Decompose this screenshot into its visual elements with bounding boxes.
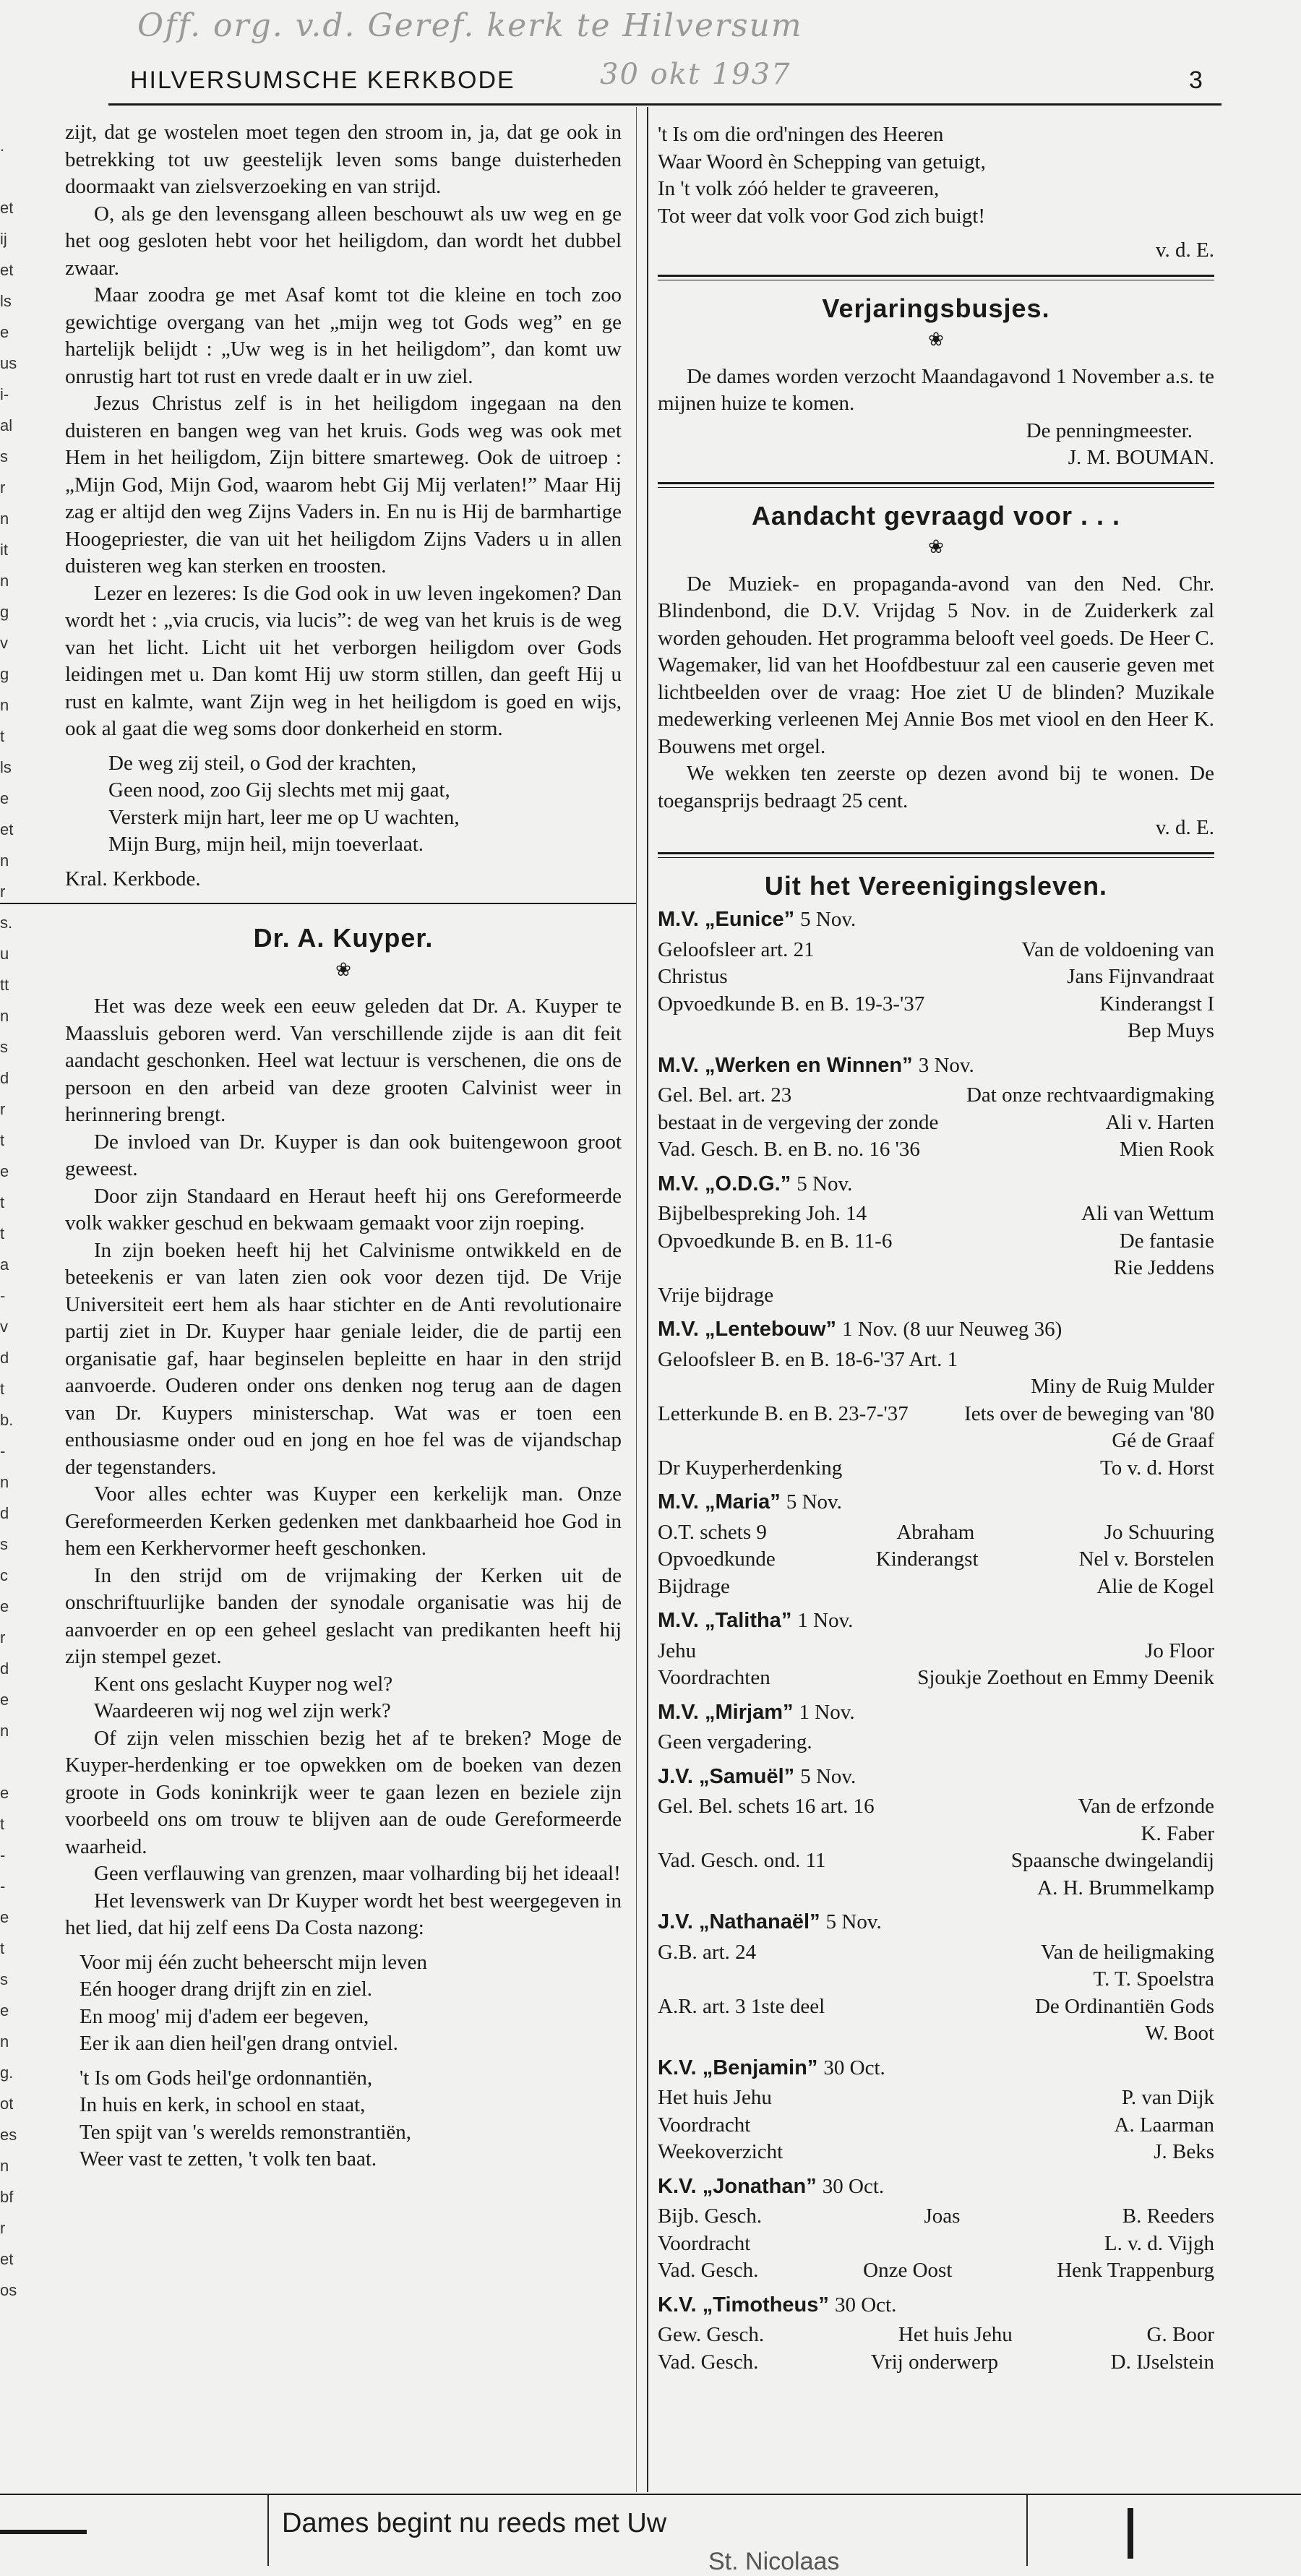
club-name: M.V. „O.D.G.” <box>658 1172 797 1195</box>
poem-line: Eén hooger drang drijft zin en ziel. <box>80 1978 373 2001</box>
ornament-icon: ❀ <box>928 536 944 557</box>
poem-line: Geen nood, zoo Gij slechts met mij gaat, <box>108 778 450 802</box>
club-cell: Dr Kuyperherdenking <box>658 1456 843 1480</box>
signature: v. d. E. <box>1155 816 1214 839</box>
club-cell: Gew. Gesch. <box>658 2323 765 2346</box>
club-cell: Het huis Jehu <box>898 2323 1013 2346</box>
club-date: 5 Nov. <box>800 908 856 931</box>
club-row <box>658 2322 1214 2349</box>
paragraph: Waardeeren wij nog wel zijn werk? <box>94 1699 391 1722</box>
club-row <box>658 1018 1214 1045</box>
club-cell: Jo Floor <box>1145 1639 1214 1662</box>
margin-mark: n <box>0 2157 9 2175</box>
club-name: M.V. „Lentebouw” <box>658 1318 843 1341</box>
margin-mark: es <box>0 2126 17 2144</box>
club-cell: Kinderangst I <box>1099 992 1214 1016</box>
margin-mark: n <box>0 510 9 528</box>
margin-mark: a <box>0 1255 9 1274</box>
club-cell: Geloofsleer B. en B. 18-6-'37 Art. 1 <box>658 1347 958 1371</box>
club-cell: Sjoukje Zoethout en Emmy Deenik <box>917 1666 1214 1689</box>
margin-mark: d <box>0 1504 9 1522</box>
margin-mark: n <box>0 696 9 714</box>
club-cell: Bijb. Gesch. <box>658 2204 763 2228</box>
margin-mark: os <box>0 2281 17 2299</box>
poem-line: Versterk mijn hart, leer me op U wachten, <box>108 805 460 829</box>
club-row <box>658 2085 1214 2112</box>
paragraph: In zijn boeken heeft hij het Calvinisme ontwikkeld en de beteekenis er van laten zien ook voor dezen tijd. De Vrije Universiteit eert hem als haar stichter en de Anti revolutionaire partij ziet in Dr. Kuyper haar geniale leider, die de partij een organisatie gaf, haar beginselen bepleitte en haar in den strijd aanvoerde. Ouderen onder ons denken nog terug aan de dagen van Dr. Kuypers ministerschap. Wat was er toen een enthousiasme onder oud en jong en hoe fel was de vijandschap der tegenstanders. <box>65 1238 622 1479</box>
margin-mark: tt <box>0 976 9 994</box>
margin-mark: s <box>0 1535 8 1553</box>
club-cell: Bijbelbespreking Joh. 14 <box>658 1202 867 1225</box>
club-row <box>658 1455 1214 1482</box>
margin-mark: s <box>0 447 8 465</box>
paragraph: Door zijn Standaard en Heraut heeft hij ons Gereformeerde volk wakker geschud en bekwaam gemaakt voor zijn roeping. <box>65 1184 622 1235</box>
club-cell: D. IJselstein <box>1110 2350 1214 2374</box>
source-credit: Kral. Kerkbode. <box>65 867 201 890</box>
club-row <box>658 1136 1214 1164</box>
margin-mark: - <box>0 1877 6 1895</box>
margin-mark: t <box>0 1815 5 1833</box>
club-cell: O.T. schets 9 <box>658 1520 767 1544</box>
margin-mark: s <box>0 1038 8 1056</box>
margin-mark: g <box>0 603 9 621</box>
club-cell: Spaansche dwingelandij <box>1010 1849 1214 1872</box>
margin-mark: t <box>0 1224 5 1242</box>
column-divider-inner <box>636 107 637 2492</box>
margin-mark: i- <box>0 385 9 403</box>
poem-line: Tot weer dat volk voor God zich buigt! <box>658 204 985 228</box>
club-row <box>658 2203 1214 2231</box>
club-date: 3 Nov. <box>918 1053 974 1077</box>
margin-mark: e <box>0 789 9 807</box>
club-cell: Jo Schuuring <box>1104 1520 1214 1544</box>
club-heading <box>658 1607 1214 1635</box>
paragraph: Het levenswerk van Dr Kuyper wordt het best weergegeven in het lied, dat hij zelf eens Da Costa nazong: <box>65 1889 622 1939</box>
poem-stanza <box>658 121 1214 230</box>
club-name: J.V. „Samuël” <box>658 1764 801 1788</box>
club-row <box>658 1519 1214 1547</box>
margin-mark: d <box>0 1349 9 1367</box>
margin-mark: - <box>0 1442 6 1460</box>
paragraph: In den strijd om de vrijmaking der Kerken uit de onschriftuurlijke banden der synodale organisatie was hij de aanvoerder en op een geheel geslacht van predikanten heeft hij zijn stempel gezet. <box>65 1563 622 1668</box>
vereenigingsleven-title: Uit het Vereenigingsleven. <box>764 870 1108 901</box>
club-heading <box>658 1489 1214 1516</box>
margin-mark: r <box>0 478 6 497</box>
club-cell: A. H. Brummelkamp <box>1037 1876 1214 1899</box>
club-cell: Opvoedkunde B. en B. 19-3-'37 <box>658 992 925 1016</box>
margin-mark: n <box>0 1007 9 1025</box>
margin-mark <box>0 1746 26 1777</box>
club-row <box>658 2349 1214 2377</box>
poem-line: Eer ik aan dien heil'gen drang ontviel. <box>80 2032 398 2055</box>
right-column <box>658 121 1214 2376</box>
club-cell: Kinderangst <box>875 1547 979 1571</box>
margin-mark: e <box>0 323 9 341</box>
margin-mark <box>0 161 26 192</box>
section-rule <box>658 482 1214 488</box>
margin-mark: g. <box>0 2064 14 2082</box>
club-cell: Mien Rook <box>1119 1138 1214 1161</box>
paragraph: Of zijn velen misschien bezig het af te breken? Moge de Kuyper-herdenking er toe opwekken om de boeken van dezen groote in Gods koninkrijk weer te gaan lezen en beziele zijn voorbeeld ons om trouw te blijven aan de oude Gereformeerde waarheid. <box>65 1726 622 1858</box>
paragraph: Het was deze week een eeuw geleden dat Dr. A. Kuyper te Maassluis geboren werd. Van verschillende zijde is aan dit feit aandacht geschonken. Heel wat lectuur is verschenen, die ons de persoon en den arbeid van deze grooten Calvinist weer in herinnering brengt. <box>65 995 622 1126</box>
poem-stanza <box>65 1949 622 2058</box>
aandacht-title: Aandacht gevraagd voor . . . <box>751 500 1121 531</box>
margin-mark: et <box>0 2250 14 2268</box>
margin-mark: n <box>0 1473 9 1491</box>
margin-mark: u <box>0 945 9 963</box>
club-date: 30 Oct. <box>822 2174 885 2198</box>
margin-mark: al <box>0 416 13 434</box>
club-name: J.V. „Nathanaël” <box>658 1910 826 1933</box>
poem-line: 't Is om die ord'ningen des Heeren <box>658 123 944 146</box>
club-cell: Voordracht <box>658 2113 751 2137</box>
club-heading <box>658 2055 1214 2082</box>
club-cell: De fantasie <box>1119 1229 1214 1253</box>
club-date: 5 Nov. <box>786 1490 842 1514</box>
poem-stanza <box>65 750 622 859</box>
margin-mark: d <box>0 1660 9 1678</box>
club-cell: W. Boot <box>1145 2022 1214 2045</box>
club-date: 5 Nov. <box>797 1172 853 1195</box>
club-heading <box>658 1316 1214 1344</box>
club-cell: Dat onze rechtvaardigmaking <box>966 1083 1214 1107</box>
club-date: 30 Oct. <box>823 2056 885 2079</box>
club-row <box>658 2257 1214 2285</box>
poem-line: En moog' mij d'adem eer begeven, <box>80 2004 369 2028</box>
margin-mark: . <box>0 137 5 155</box>
club-row <box>658 1401 1214 1428</box>
poem-line: In huis en kerk, in school en staat, <box>80 2093 366 2116</box>
club-cell: Joas <box>924 2204 961 2228</box>
paragraph: De invloed van Dr. Kuyper is dan ook buitengewoon groot geweest. <box>65 1130 622 1180</box>
club-cell: Vad. Gesch. <box>658 2350 759 2374</box>
club-cell: Jehu <box>658 1639 697 1662</box>
club-cell: bestaat in de vergeving der zonde <box>658 1110 939 1134</box>
margin-mark: bf <box>0 2188 14 2206</box>
verjaring-text: De dames worden verzocht Maandagavond 1 November a.s. te mijnen huize te komen. <box>658 364 1214 415</box>
paragraph: Maar zoodra ge met Asaf komt tot die kleine en toch zoo gewichtige overgang van het „mijn weg tot Gods weg” en ge hartelijk belijdt : „Uw weg is in het heiligdom”, dan komt uw onrustig hart tot rust en vrede daalt er in uw ziel. <box>65 283 622 388</box>
club-cell: Iets over de beweging van '80 <box>964 1401 1214 1425</box>
margin-mark: e <box>0 1908 9 1926</box>
signature: v. d. E. <box>1155 239 1214 262</box>
margin-mark: r <box>0 1100 6 1118</box>
poem-line: In 't volk zóó helder te graveeren, <box>658 177 940 200</box>
margin-mark: r <box>0 883 6 901</box>
club-name: K.V. „Timotheus” <box>658 2293 835 2317</box>
aandacht-article <box>658 571 1214 815</box>
margin-mark: n <box>0 572 9 590</box>
paragraph: We wekken ten zeerste op dezen avond bij te wonen. De toegansprijs bedraagt 25 cent. <box>658 762 1214 812</box>
poem-stanza <box>65 2065 622 2173</box>
section-rule <box>658 852 1214 858</box>
club-cell: A.R. art. 3 1ste deel <box>658 1994 825 2018</box>
paragraph: Kent ons geslacht Kuyper nog wel? <box>94 1672 393 1696</box>
club-row <box>658 1255 1214 1282</box>
club-name: M.V. „Eunice” <box>658 908 801 931</box>
signature-role: De penningmeester. <box>1026 418 1193 442</box>
club-cell: Opvoedkunde B. en B. 11-6 <box>658 1229 893 1253</box>
margin-mark: it <box>0 541 8 559</box>
margin-mark: - <box>0 1287 6 1305</box>
club-row <box>658 1282 1214 1310</box>
club-heading <box>658 2292 1214 2319</box>
poem-line: Ten spijt van 's werelds remonstrantiën, <box>80 2120 412 2144</box>
page-number: 3 <box>1189 66 1203 94</box>
club-row <box>658 1729 1214 1756</box>
paragraph: Voor alles echter was Kuyper een kerkelijk man. Onze Gereformeerden Kerken gedenken met dankbaarheid hoe God in hem een Kerkhervormer heeft geschonken. <box>65 1482 622 1560</box>
club-row <box>658 1201 1214 1228</box>
club-cell: Gel. Bel. schets 16 art. 16 <box>658 1795 875 1818</box>
margin-mark: t <box>0 1380 5 1398</box>
footer-rule <box>0 2494 1301 2495</box>
club-cell: B. Reeders <box>1122 2204 1214 2228</box>
club-row <box>658 2139 1214 2166</box>
margin-mark: ij <box>0 230 7 248</box>
paragraph: Lezer en lezeres: Is die God ook in uw leven ingekomen? Dan wordt het : „via crucis, via lucis”: de weg van het kruis is de weg van het licht. Licht uit het verborgen heiligdom over Gods leidingen met u. Dan komt Hij uw storm stillen, dan geeft Hij u rust en kalmte, want Zijn weg in het heiligdom is goed en wijs, ook al gaat die weg soms door donkerheid en storm. <box>65 581 622 740</box>
margin-mark: e <box>0 1784 9 1802</box>
poem-line: Mijn Burg, mijn heil, mijn toeverlaat. <box>108 833 424 856</box>
club-cell: J. Beks <box>1154 2140 1214 2163</box>
ornament-icon: ❀ <box>928 329 944 350</box>
club-cell: Miny de Ruig Mulder <box>1031 1375 1214 1398</box>
club-cell: De Ordinantiën Gods <box>1034 1994 1214 2018</box>
margin-mark: - <box>0 1846 6 1864</box>
club-row <box>658 1109 1214 1137</box>
club-name: K.V. „Jonathan” <box>658 2174 823 2198</box>
margin-mark: r <box>0 1628 6 1647</box>
margin-mark: n <box>0 2032 9 2051</box>
club-cell: Henk Trappenburg <box>1057 2259 1214 2282</box>
club-name: M.V. „Maria” <box>658 1490 786 1514</box>
club-name: M.V. „Talitha” <box>658 1609 798 1632</box>
club-cell: Gel. Bel. art. 23 <box>658 1083 792 1107</box>
club-row <box>658 1993 1214 2021</box>
club-date: 1 Nov. <box>799 1700 855 1724</box>
club-row <box>658 1573 1214 1601</box>
club-row <box>658 1427 1214 1455</box>
club-cell: Abraham <box>896 1520 975 1544</box>
club-row <box>658 937 1214 964</box>
club-row <box>658 1638 1214 1665</box>
left-column <box>65 119 622 2181</box>
club-cell: Vad. Gesch. <box>658 2259 759 2282</box>
club-cell: G.B. art. 24 <box>658 1940 757 1964</box>
club-cell: Van de heiligmaking <box>1040 1940 1214 1964</box>
margin-mark: d <box>0 1069 9 1087</box>
club-date: 5 Nov. <box>825 1910 882 1933</box>
club-schedule <box>658 906 1214 2376</box>
poem-line: De weg zij steil, o God der krachten, <box>108 751 416 775</box>
margin-mark: e <box>0 1691 9 1709</box>
club-cell: G. Boor <box>1146 2323 1214 2346</box>
club-heading <box>658 906 1214 934</box>
club-cell: Bijdrage <box>658 1574 730 1598</box>
header-rule <box>108 103 1221 106</box>
club-row <box>658 1228 1214 1255</box>
margin-mark: et <box>0 261 14 279</box>
club-cell: Het huis Jehu <box>658 2086 772 2109</box>
handwritten-note: Off. org. v.d. Geref. kerk te Hilversum <box>137 7 803 44</box>
column-divider <box>647 107 648 2492</box>
club-cell: Rie Jeddens <box>1113 1256 1214 1279</box>
club-cell: Weekoverzicht <box>658 2140 783 2163</box>
club-cell: Van de erfzonde <box>1078 1795 1214 1818</box>
club-cell: Geen vergadering. <box>658 1730 812 1753</box>
paragraph: O, als ge den levensgang alleen beschouwt als uw weg en ge het oog gesloten hebt voor het heiligdom, dan wordt het dubbel zwaar. <box>65 202 622 280</box>
club-date: 5 Nov. <box>800 1764 856 1788</box>
club-name: K.V. „Benjamin” <box>658 2056 824 2079</box>
margin-mark: v <box>0 634 8 652</box>
left-margin-marks <box>0 130 26 2306</box>
margin-mark: ot <box>0 2095 14 2113</box>
club-row <box>658 2231 1214 2258</box>
ad-fragment-right <box>1128 2508 1278 2559</box>
club-cell: Geloofsleer art. 21 <box>658 937 815 961</box>
club-row <box>658 1793 1214 1821</box>
margin-mark: e <box>0 1597 9 1615</box>
margin-mark: t <box>0 1193 5 1211</box>
margin-mark: g <box>0 665 9 683</box>
club-name: M.V. „Werken en Winnen” <box>658 1053 919 1077</box>
handwritten-date: 30 okt 1937 <box>600 58 791 91</box>
margin-mark: c <box>0 1566 8 1584</box>
club-row <box>658 1966 1214 1993</box>
margin-mark: t <box>0 1131 5 1149</box>
margin-mark: us <box>0 354 17 372</box>
ad-fragment-left <box>0 2530 87 2563</box>
club-cell: T. T. Spoelstra <box>1093 1967 1214 1991</box>
club-heading <box>658 1699 1214 1727</box>
ad-divider <box>1026 2495 1028 2566</box>
club-row <box>658 1875 1214 1902</box>
club-cell: Vad. Gesch. B. en B. no. 16 '36 <box>658 1138 920 1161</box>
club-cell: Jans Fijnvandraat <box>1067 965 1214 988</box>
poem-line: Weer vast te zetten, 't volk ten baat. <box>80 2147 377 2171</box>
club-row <box>658 1546 1214 1573</box>
club-cell: K. Faber <box>1141 1821 1214 1845</box>
club-cell: A. Laarman <box>1114 2113 1214 2137</box>
poem-line: Waar Woord èn Schepping van getuigt, <box>658 150 986 173</box>
poem-line: 't Is om Gods heil'ge ordonnantiën, <box>80 2066 373 2090</box>
club-heading <box>658 1052 1214 1080</box>
margin-mark: t <box>0 1939 5 1957</box>
margin-mark: n <box>0 1722 9 1740</box>
signature-name: J. M. BOUMAN. <box>1068 446 1214 469</box>
club-cell: Ali v. Harten <box>1105 1110 1214 1134</box>
margin-mark: n <box>0 851 9 870</box>
club-row <box>658 1082 1214 1109</box>
paragraph: zijt, dat ge wostelen moet tegen den stroom in, ja, dat ge ook in betrekking tot uw geestelijk leven soms bange duisterheden doormaakt van zielsverzoeking en van strijd. <box>65 121 622 198</box>
margin-mark: e <box>0 1162 9 1180</box>
margin-mark: s <box>0 1970 8 1988</box>
club-cell: Vrije bijdrage <box>658 1283 774 1307</box>
section-rule <box>658 275 1214 280</box>
ad-divider <box>267 2495 269 2566</box>
club-heading <box>658 1764 1214 1791</box>
club-row <box>658 1847 1214 1875</box>
club-row <box>658 1347 1214 1374</box>
paragraph: De Muziek- en propaganda-avond van den Ned. Chr. Blindenbond, die D.V. Vrijdag 5 Nov. in de Zuiderkerk zal worden gehouden. Het programma belooft veel goeds. De Heer C. Wagemaker, lid van het Hoofdbestuur zal een causerie geven met lichtbeelden over de vraag: Hoe ziet U de blinden? Muzikale medewerking verleenen Mej Annie Bos met viool en den Heer K. Bouwens met orgel. <box>658 572 1214 758</box>
club-cell: Ali van Wettum <box>1081 1202 1214 1225</box>
club-row <box>658 1373 1214 1401</box>
club-row <box>658 991 1214 1018</box>
club-cell: Vrij onderwerp <box>870 2350 999 2374</box>
kuyper-article <box>65 993 622 1942</box>
club-row <box>658 1665 1214 1692</box>
club-cell: Nel v. Borstelen <box>1078 1547 1214 1571</box>
club-cell: Voordrachten <box>658 1666 770 1689</box>
poem-line: Voor mij één zucht beheerscht mijn leven <box>80 1950 428 1974</box>
kuyper-title: Dr. A. Kuyper. <box>253 923 434 953</box>
verjaring-title: Verjaringsbusjes. <box>822 293 1050 323</box>
club-heading <box>658 1171 1214 1198</box>
club-cell: To v. d. Horst <box>1100 1456 1214 1480</box>
paragraph: Jezus Christus zelf is in het heiligdom ingegaan na den duisteren en bangen weg van het kruis. Gods weg was ook met Hem in het heiligdom, Zijn bittere smarteweg. Ook de uitroep : „Mijn God, Mijn God, waarom hebt Gij Mij verlaten!” Maar Hij zag er altijd den weg Zijns Vaders in. En nu is Hij de barmhartige Hoogepriester, die van uit het heiligdom Zijns Vaders u in allen duisteren weg kan sterken en troosten. <box>65 392 622 578</box>
margin-mark: s. <box>0 914 13 932</box>
club-date: 1 Nov. (8 uur Neuweg 36) <box>842 1318 1062 1341</box>
club-date: 30 Oct. <box>834 2293 897 2317</box>
margin-mark: b. <box>0 1411 14 1429</box>
club-cell: Christus <box>658 965 728 988</box>
meditation-article <box>65 119 622 743</box>
advertisement-subtext: St. Nicolaas <box>708 2548 840 2575</box>
club-cell: L. v. d. Vijgh <box>1104 2231 1214 2255</box>
club-cell: Onze Oost <box>863 2259 953 2282</box>
section-rule <box>0 903 636 904</box>
club-cell: Voordracht <box>658 2231 751 2255</box>
club-cell: Letterkunde B. en B. 23-7-'37 <box>658 1401 909 1425</box>
club-row <box>658 963 1214 991</box>
club-row <box>658 2112 1214 2139</box>
club-row <box>658 2020 1214 2048</box>
margin-mark: et <box>0 820 14 838</box>
club-cell: Alie de Kogel <box>1096 1574 1214 1598</box>
club-cell: Van de voldoening van <box>1021 937 1214 961</box>
margin-mark: t <box>0 727 5 745</box>
club-row <box>658 1939 1214 1967</box>
club-cell: Bep Muys <box>1127 1019 1214 1042</box>
club-cell: Gé de Graaf <box>1112 1429 1214 1452</box>
advertisement-text: Dames begint nu reeds met Uw <box>282 2508 667 2538</box>
club-heading <box>658 1909 1214 1936</box>
club-row <box>658 1821 1214 1848</box>
newspaper-title: HILVERSUMSCHE KERKBODE <box>130 66 515 94</box>
margin-mark: v <box>0 1318 8 1336</box>
club-cell: P. van Dijk <box>1121 2086 1214 2109</box>
paragraph: Geen verflauwing van grenzen, maar volharding bij het ideaal! <box>94 1862 621 1885</box>
club-cell: Vad. Gesch. ond. 11 <box>658 1849 826 1872</box>
club-name: M.V. „Mirjam” <box>658 1700 799 1724</box>
margin-mark: ls <box>0 292 12 310</box>
club-heading <box>658 2173 1214 2201</box>
club-cell: Opvoedkunde <box>658 1547 776 1571</box>
margin-mark: e <box>0 2001 9 2019</box>
club-date: 1 Nov. <box>797 1609 854 1632</box>
margin-mark: r <box>0 2219 6 2237</box>
margin-mark: ls <box>0 758 12 776</box>
ornament-icon: ❀ <box>335 958 351 980</box>
margin-mark: et <box>0 199 14 217</box>
